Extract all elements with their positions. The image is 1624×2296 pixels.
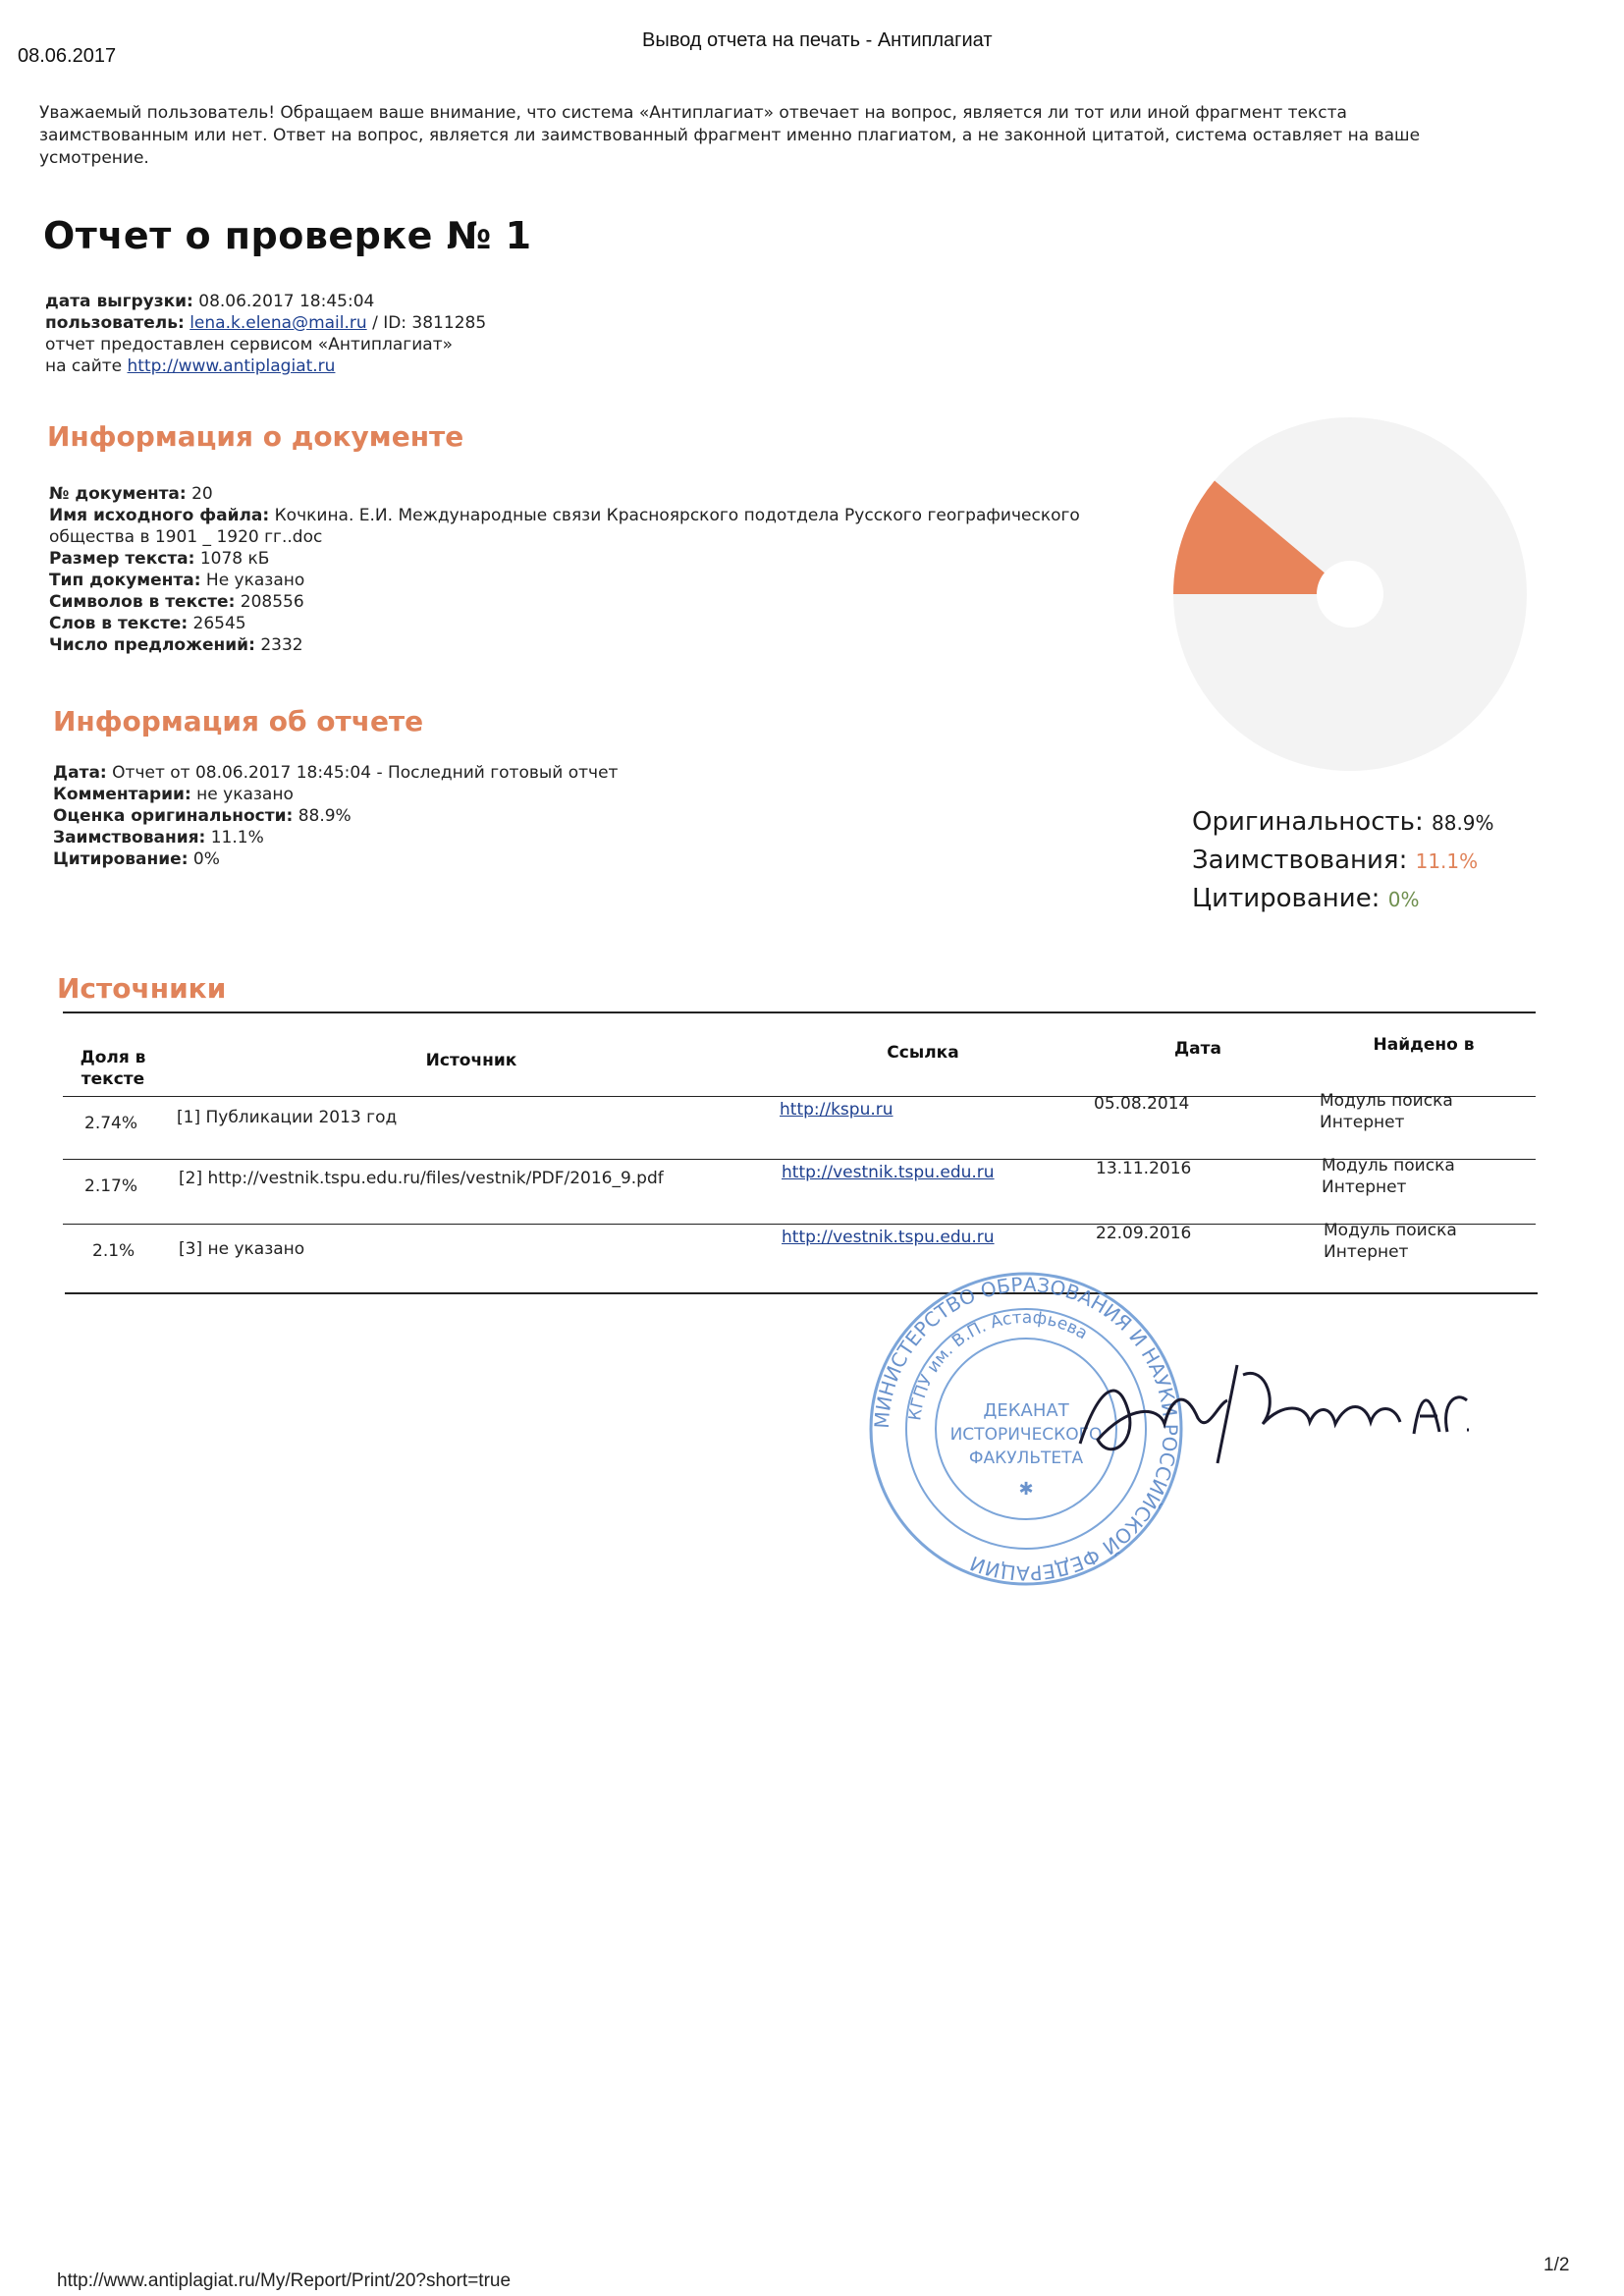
- filename-cont: общества в 1901 _ 1920 гг..doc: [49, 527, 323, 547]
- col-link-header: Ссылка: [887, 1043, 959, 1063]
- notice-text: Уважаемый пользователь! Обращаем ваше внимание, что система «Антиплагиат» отвечает на вопрос, является ли тот или иной фрагмент текста заимствованным или нет. Ответ на вопрос, является ли заимствованный фрагмент именно плагиатом, а не законной цитатой, система оставляет на ваше усмотрение.: [39, 103, 1421, 168]
- stamp-center-line1: ДЕКАНАТ: [983, 1400, 1069, 1421]
- legend-originality: [1192, 803, 1494, 842]
- citation-value: 0%: [192, 849, 220, 869]
- export-date-label: дата выгрузки:: [45, 292, 193, 311]
- originality-donut-chart: [1168, 412, 1532, 776]
- col-share-header: [59, 1047, 167, 1090]
- row2-share: 2.17%: [84, 1176, 138, 1196]
- words-label: Слов в тексте:: [49, 614, 189, 633]
- borrowings-value: 11.1%: [210, 828, 264, 847]
- user-id: / ID: 3811285: [372, 313, 487, 333]
- col-share-line2: тексте: [81, 1069, 145, 1089]
- col-source-header: Источник: [425, 1051, 517, 1070]
- row1-found: [1320, 1090, 1453, 1133]
- doc-number: 20: [191, 484, 213, 504]
- row1-source: [1] Публикации 2013 год: [177, 1108, 398, 1127]
- doc-info-block: [49, 483, 1149, 656]
- row1-link[interactable]: http://kspu.ru: [780, 1100, 893, 1120]
- sources-top-rule: [63, 1011, 1536, 1013]
- print-title: Вывод отчета на печать - Антиплагиат: [642, 29, 993, 51]
- report-date-label: Дата:: [53, 763, 107, 783]
- legend-borrowings-value: 11.1%: [1415, 849, 1479, 873]
- stamp-inner-ring-text: КГПУ им. В.П. Астафьева: [905, 1307, 1092, 1422]
- filename-label: Имя исходного файла:: [49, 506, 270, 525]
- legend-originality-label: Оригинальность:: [1192, 807, 1424, 837]
- row1-date: 05.08.2014: [1094, 1094, 1190, 1114]
- comments-label: Комментарии:: [53, 785, 191, 804]
- row1-rule: [63, 1159, 1536, 1160]
- sentences-value: 2332: [260, 635, 303, 655]
- type-value: Не указано: [205, 571, 305, 590]
- words-value: 26545: [192, 614, 246, 633]
- col-date-header: Дата: [1174, 1039, 1221, 1059]
- row2-rule: [63, 1224, 1536, 1225]
- row3-found-line1: Модуль поиска: [1324, 1221, 1457, 1240]
- legend-borrowings: [1192, 842, 1494, 880]
- stamp-center-line3: ФАКУЛЬТЕТА: [968, 1449, 1084, 1468]
- page-title: Отчет о проверке № 1: [43, 214, 532, 257]
- doc-info-heading: Информация о документе: [47, 420, 464, 453]
- site-link[interactable]: http://www.antiplagiat.ru: [127, 356, 336, 376]
- originality-value: 88.9%: [298, 806, 352, 826]
- row1-found-line2: Интернет: [1320, 1113, 1405, 1132]
- chars-label: Символов в тексте:: [49, 592, 236, 612]
- size-label: Размер текста:: [49, 549, 195, 569]
- user-label: пользователь:: [45, 313, 185, 333]
- site-prefix: на сайте: [45, 356, 123, 376]
- row3-found: [1324, 1220, 1457, 1263]
- row2-date: 13.11.2016: [1096, 1159, 1192, 1178]
- report-date: Отчет от 08.06.2017 18:45:04 - Последний готовый отчет: [112, 763, 619, 783]
- report-info-heading: Информация об отчете: [53, 705, 424, 738]
- provided-by: отчет предоставлен сервисом «Антиплагиат»: [45, 335, 453, 355]
- legend-borrowings-label: Заимствования:: [1192, 846, 1408, 875]
- row3-share: 2.1%: [92, 1241, 135, 1261]
- comments-value: не указано: [196, 785, 294, 804]
- filename: Кочкина. Е.И. Международные связи Красноярского подотдела Русского географического: [274, 506, 1080, 525]
- legend-citation-value: 0%: [1387, 888, 1420, 911]
- stamp-ring-text: МИНИСТЕРСТВО ОБРАЗОВАНИЯ И НАУКИ РОССИЙСКОЙ ФЕДЕРАЦИИ: [869, 1272, 1183, 1586]
- header-rule: [63, 1096, 1536, 1097]
- report-meta: [45, 291, 486, 377]
- handwritten-signature: [1070, 1345, 1483, 1483]
- row2-link[interactable]: http://vestnik.tspu.edu.ru: [782, 1163, 995, 1182]
- row3-source: [3] не указано: [179, 1239, 305, 1259]
- col-found-header: Найдено в: [1373, 1035, 1475, 1055]
- col-share-line1: Доля в: [80, 1048, 146, 1067]
- doc-number-label: № документа:: [49, 484, 187, 504]
- row2-found-line1: Модуль поиска: [1322, 1156, 1455, 1175]
- sentences-label: Число предложений:: [49, 635, 255, 655]
- row2-found: [1322, 1155, 1455, 1198]
- chars-value: 208556: [240, 592, 304, 612]
- report-info-block: [53, 762, 1133, 870]
- footer-url: http://www.antiplagiat.ru/My/Report/Print/20?short=true: [57, 2270, 512, 2291]
- donut-hole: [1317, 561, 1383, 628]
- stamp-star-icon: ✱: [1018, 1479, 1034, 1500]
- row3-date: 22.09.2016: [1096, 1224, 1192, 1243]
- row3-found-line2: Интернет: [1324, 1242, 1409, 1262]
- sources-bottom-rule: [65, 1292, 1538, 1294]
- legend-originality-value: 88.9%: [1432, 811, 1494, 835]
- citation-label: Цитирование:: [53, 849, 189, 869]
- legend-citation: [1192, 880, 1494, 918]
- footer-page: 1/2: [1543, 2255, 1570, 2275]
- sources-heading: Источники: [57, 972, 227, 1005]
- originality-label: Оценка оригинальности:: [53, 806, 294, 826]
- borrowings-label: Заимствования:: [53, 828, 206, 847]
- row3-link[interactable]: http://vestnik.tspu.edu.ru: [782, 1228, 995, 1247]
- size-value: 1078 кБ: [199, 549, 270, 569]
- row2-source: [2] http://vestnik.tspu.edu.ru/files/vestnik/PDF/2016_9.pdf: [179, 1169, 664, 1188]
- row1-share: 2.74%: [84, 1114, 138, 1133]
- stamp-center-line2: ИСТОРИЧЕСКОГО: [949, 1425, 1103, 1445]
- print-date: 08.06.2017: [18, 45, 117, 67]
- chart-legend: [1192, 803, 1494, 918]
- row2-found-line2: Интернет: [1322, 1177, 1407, 1197]
- type-label: Тип документа:: [49, 571, 201, 590]
- row1-found-line1: Модуль поиска: [1320, 1091, 1453, 1111]
- export-date: 08.06.2017 18:45:04: [198, 292, 375, 311]
- legend-citation-label: Цитирование:: [1192, 884, 1380, 913]
- user-email-link[interactable]: lena.k.elena@mail.ru: [189, 313, 367, 333]
